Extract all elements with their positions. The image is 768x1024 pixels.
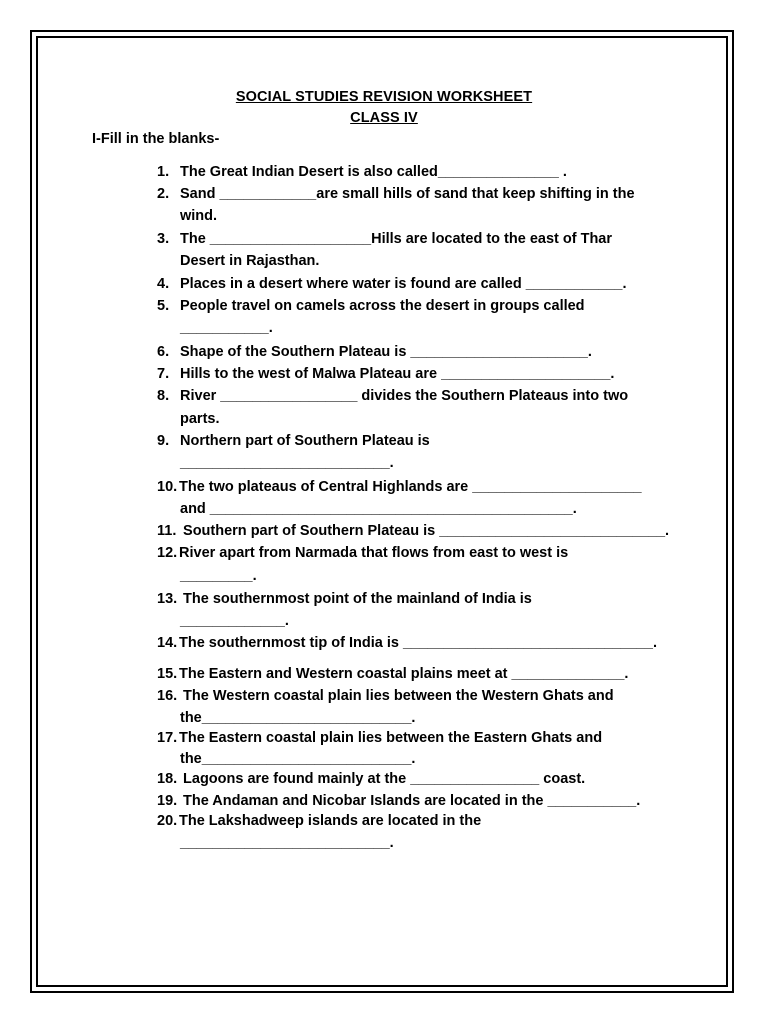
question-text: The two plateaus of Central Highlands are _____________________ — [179, 479, 642, 495]
question-text: Places in a desert where water is found are called ____________. — [180, 276, 627, 292]
question-text: The Western coastal plain lies between the Western Ghats and — [179, 688, 614, 704]
question-text: The Lakshadweep islands are located in the — [179, 813, 482, 829]
question-number: 15. — [157, 666, 178, 682]
question-number: 16. — [157, 688, 178, 704]
question-text-continued: ___________. — [180, 320, 273, 336]
question-number: 13. — [157, 591, 178, 607]
question-number: 9. — [157, 433, 170, 449]
question-text-continued: __________________________. — [180, 455, 394, 471]
question-number: 2. — [157, 186, 170, 202]
question-number: 1. — [157, 164, 170, 180]
question-number: 14. — [157, 635, 178, 651]
question-text-continued: and _____________________________________________. — [180, 501, 577, 517]
question-text: Shape of the Southern Plateau is ______________________. — [180, 344, 592, 360]
question-text-continued: the__________________________. — [180, 751, 416, 767]
question-number: 18. — [157, 771, 178, 787]
question-text-continued: wind. — [180, 208, 218, 224]
question-number: 12. — [157, 545, 178, 561]
question-text: Southern part of Southern Plateau is ____________________________. — [179, 523, 670, 539]
question-number: 10. — [157, 479, 178, 495]
question-text: Northern part of Southern Plateau is — [180, 433, 430, 449]
section-heading: I-Fill in the blanks- — [92, 131, 220, 147]
question-text: Sand ____________are small hills of sand that keep shifting in the — [180, 186, 635, 202]
question-text-continued: _____________. — [180, 613, 289, 629]
question-text: The Great Indian Desert is also called_______________ . — [180, 164, 567, 180]
question-text: River _________________ divides the Southern Plateaus into two — [180, 388, 629, 404]
worksheet-title: SOCIAL STUDIES REVISION WORKSHEET — [235, 89, 533, 105]
question-number: 19. — [157, 793, 178, 809]
question-number: 7. — [157, 366, 170, 382]
question-text-continued: _________. — [180, 568, 257, 584]
question-number: 5. — [157, 298, 170, 314]
question-number: 8. — [157, 388, 170, 404]
question-text: River apart from Narmada that flows from east to west is — [179, 545, 569, 561]
question-number: 4. — [157, 276, 170, 292]
question-number: 20. — [157, 813, 178, 829]
question-text: Hills to the west of Malwa Plateau are _____________________. — [180, 366, 615, 382]
question-number: 17. — [157, 730, 178, 746]
worksheet-class: CLASS IV — [350, 110, 418, 126]
question-text: The Eastern and Western coastal plains meet at ______________. — [179, 666, 629, 682]
question-text: The southernmost point of the mainland of India is — [179, 591, 532, 607]
question-text-continued: parts. — [180, 411, 220, 427]
question-number: 11. — [157, 523, 177, 539]
question-text: People travel on camels across the desert in groups called — [180, 298, 585, 314]
question-text-continued: the__________________________. — [180, 710, 416, 726]
question-text: The southernmost tip of India is _______________________________. — [179, 635, 657, 651]
question-text-continued: __________________________. — [180, 835, 394, 851]
question-text: The Eastern coastal plain lies between the Eastern Ghats and — [179, 730, 603, 746]
question-text: Lagoons are found mainly at the ________________ coast. — [179, 771, 586, 787]
question-number: 3. — [157, 231, 170, 247]
question-text-continued: Desert in Rajasthan. — [180, 253, 320, 269]
question-text: The Andaman and Nicobar Islands are located in the ___________. — [179, 793, 641, 809]
question-text: The ____________________Hills are located to the east of Thar — [180, 231, 613, 247]
question-number: 6. — [157, 344, 170, 360]
